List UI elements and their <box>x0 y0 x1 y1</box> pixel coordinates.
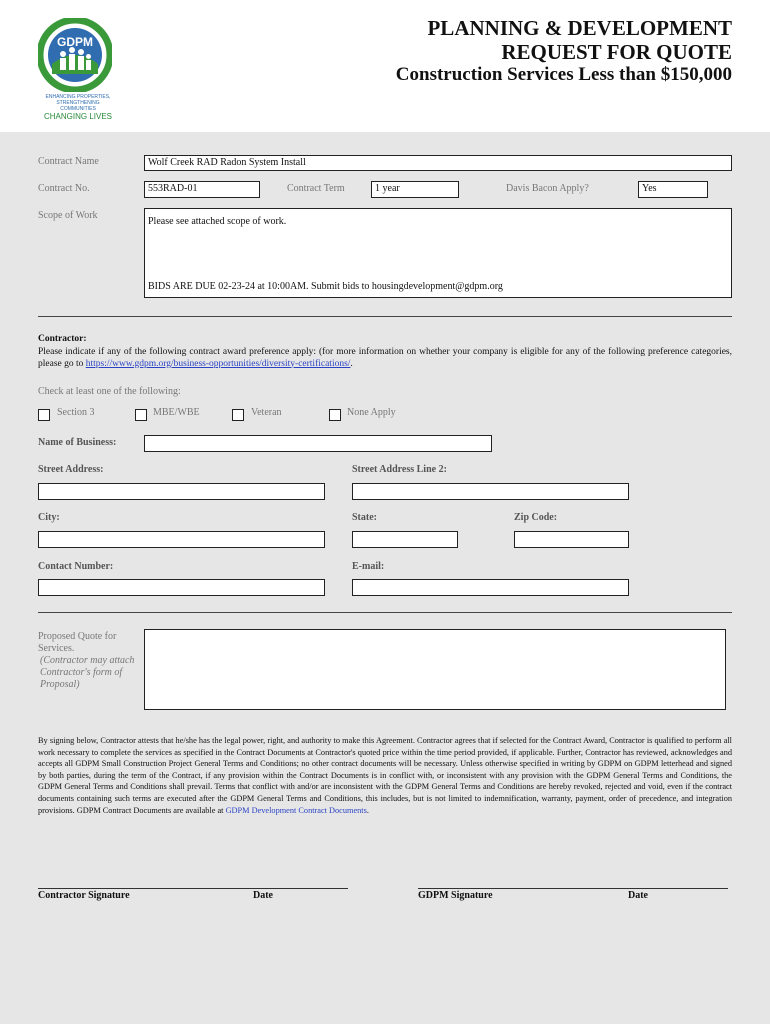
email-field[interactable] <box>352 579 629 596</box>
city-field[interactable] <box>38 531 325 548</box>
scope-text: Please see attached scope of work. <box>148 216 287 227</box>
street-field[interactable] <box>38 483 325 500</box>
contract-name-field[interactable]: Wolf Creek RAD Radon System Install <box>144 155 732 171</box>
contract-name-label: Contract Name <box>38 156 99 167</box>
phone-label: Contact Number: <box>38 561 114 572</box>
street2-field[interactable] <box>352 483 629 500</box>
contract-term-label: Contract Term <box>287 183 345 194</box>
veteran-label: Veteran <box>251 407 282 418</box>
contractor-intro: Please indicate if any of the following contract award preference apply: (for more information on whether your company is eligible for any of the following preference categories, please go to https://www.gdpm.org/business-opportunities/diversity-certifications/. <box>38 347 732 369</box>
logo-tagline: ENHANCING PROPERTIES, STRENGTHENING COMMUNITIES CHANGING LIVES <box>43 94 112 121</box>
zip-label: Zip Code: <box>514 512 558 523</box>
title-block <box>396 16 732 86</box>
page-title-line1: PLANNING & DEVELOPMENT <box>427 16 732 40</box>
scope-field[interactable] <box>144 208 732 298</box>
business-name-label: Name of Business: <box>38 437 117 448</box>
contract-documents-link[interactable]: GDPM Development Contract Documents <box>225 805 367 815</box>
street2-label: Street Address Line 2: <box>352 464 447 475</box>
contractor-date-label: Date <box>253 890 273 901</box>
street-label: Street Address: <box>38 464 104 475</box>
quote-label: Proposed Quote for Services. (Contractor may attach Contractor's form of Proposal) <box>38 631 135 690</box>
zip-field[interactable] <box>514 531 629 548</box>
contractor-signature-label: Contractor Signature <box>38 890 130 901</box>
mbe-wbe-label: MBE/WBE <box>153 407 200 418</box>
davis-bacon-label: Davis Bacon Apply? <box>506 183 589 194</box>
gdpm-signature-line[interactable] <box>418 888 728 889</box>
business-name-field[interactable] <box>144 435 492 452</box>
check-prompt: Check at least one of the following: <box>38 386 181 397</box>
section3-checkbox[interactable] <box>38 409 50 421</box>
veteran-checkbox[interactable] <box>232 409 244 421</box>
gdpm-date-label: Date <box>628 890 648 901</box>
bids-due-text: BIDS ARE DUE 02-23-24 at 10:00AM. Submit bids to housingdevelopment@gdpm.org <box>148 281 503 292</box>
svg-text:GDPM: GDPM <box>57 35 93 49</box>
contract-term-field[interactable]: 1 year <box>371 181 459 198</box>
section3-label: Section 3 <box>57 407 95 418</box>
mbe-wbe-checkbox[interactable] <box>135 409 147 421</box>
city-label: City: <box>38 512 60 523</box>
contract-no-label: Contract No. <box>38 183 90 194</box>
state-label: State: <box>352 512 377 523</box>
davis-bacon-field[interactable]: Yes <box>638 181 708 198</box>
legal-terms: By signing below, Contractor attests that he/she has the legal power, right, and authority to make this Agreement. Contractor agrees that if selected for the Contract Award, Contractor is qualified to perform all work necessary to complete the services as specified in the Contract Documents at Contractor's quoted price within the time period provided, if applicable. Further, Contractor has reviewed, acknowledges and accepts all GDPM Small Construction Project General Terms and Conditions; no other contract documents will be necessary. Unless otherwise specified in writing by GDPM on GDPM letterhead and signed by both parties, during the term of the Contract, if any provision within the Contract Documents is in conflict with, or inconsistent with any provision with the GDPM General Terms and Conditions, the GDPM General Terms and Conditions shall prevail. Terms that conflict with and/or are inconsistent with the GDPM General Terms and Conditions are hereby revoked, rejected and void, even if the contract documents containing such terms are executed after the GDPM General Terms and Conditions, this includes, but is not limited to indemnification, warranty, payment, order of precedence, and integration provisions. GDPM Contract Documents are available at GDPM Development Contract Documents. <box>38 736 732 815</box>
page-subtitle: Construction Services Less than $150,000 <box>395 64 732 85</box>
proposed-quote-field[interactable] <box>144 629 726 710</box>
contract-no-field[interactable]: 553RAD-01 <box>144 181 260 198</box>
scope-label: Scope of Work <box>38 210 98 221</box>
none-apply-checkbox[interactable] <box>329 409 341 421</box>
contractor-heading: Contractor: <box>38 334 87 344</box>
email-label: E-mail: <box>352 561 385 572</box>
phone-field[interactable] <box>38 579 325 596</box>
gdpm-signature-label: GDPM Signature <box>418 890 493 901</box>
page-title-line2: REQUEST FOR QUOTE <box>501 40 732 64</box>
divider <box>38 612 732 613</box>
state-field[interactable] <box>352 531 458 548</box>
header <box>0 0 770 132</box>
contractor-signature-line[interactable] <box>38 888 348 889</box>
diversity-link[interactable]: https://www.gdpm.org/business-opportunities/diversity-certifications/ <box>85 358 351 369</box>
none-apply-label: None Apply <box>347 407 396 418</box>
gdpm-logo <box>38 18 112 92</box>
divider <box>38 316 732 317</box>
